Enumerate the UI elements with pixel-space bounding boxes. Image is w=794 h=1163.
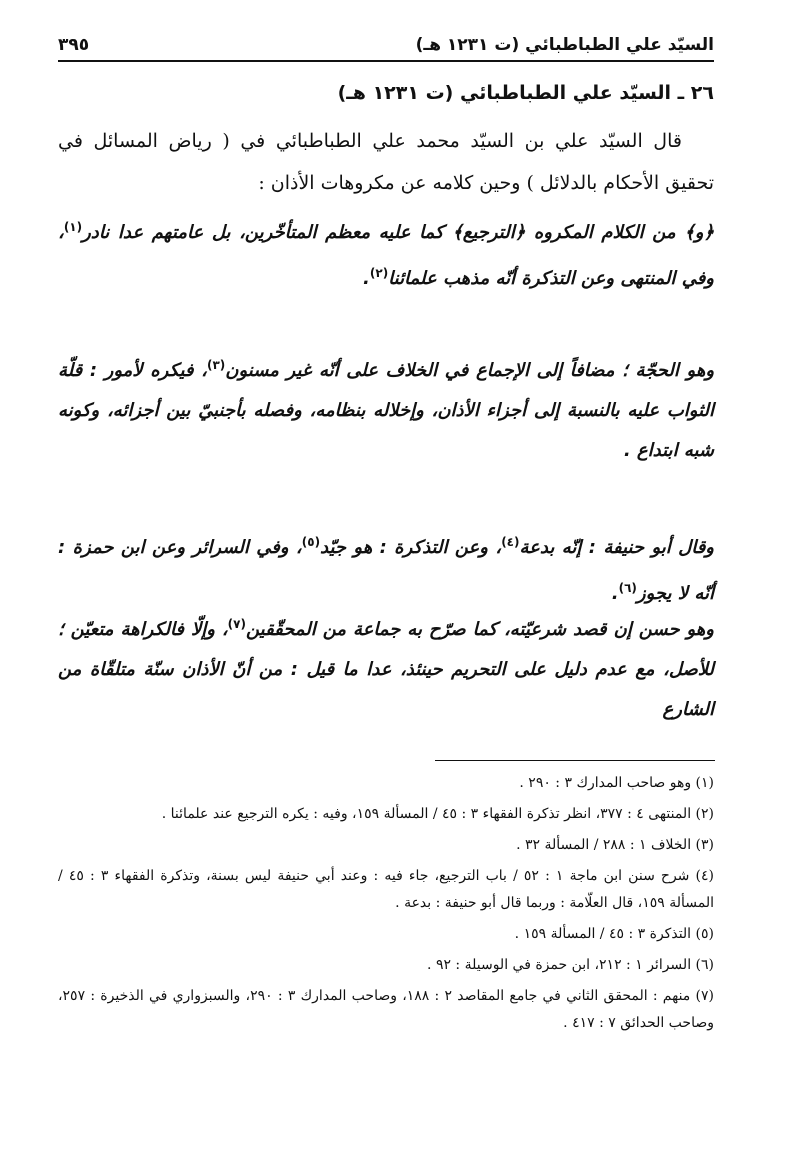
- footnote-5: (٥) التذكرة ٣ : ٤٥ / المسألة ١٥٩ .: [514, 926, 714, 942]
- quote-text: ، وعن التذكرة : هو جيّد: [320, 537, 502, 558]
- running-header-title: السيّد علي الطباطبائي (ت ١٢٣١ هـ): [415, 35, 714, 55]
- quote-text: .: [363, 268, 370, 289]
- quote-text: .: [611, 583, 619, 604]
- footnote-ref-3[interactable]: (٣): [206, 358, 226, 372]
- intro-text: قال السيّد علي بن السيّد محمد علي الطباطبائي في ( رياض المسائل في تحقيق الأحكام بالدلائل ) وحين كلامه عن مكروهات الأذان :: [58, 130, 714, 194]
- footnote-ref-1[interactable]: (١): [63, 220, 83, 234]
- section-heading: ٢٦ ـ السيّد علي الطباطبائي (ت ١٢٣١ هـ): [337, 82, 714, 104]
- footnote-6: (٦) السرائر ١ : ٢١٢، ابن حمزة في الوسيلة : ٩٢ .: [427, 957, 714, 973]
- footnote-3: (٣) الخلاف ١ : ٢٨٨ / المسألة ٣٢ .: [516, 837, 714, 853]
- footnote-ref-7[interactable]: (٧): [227, 617, 246, 631]
- quote-paragraph-4: [58, 604, 714, 730]
- quote-text: ﴿و﴾ من الكلام المكروه ﴿الترجيع﴾ كما عليه معظم المتأخّرين، بل عامتهم عدا نادر: [82, 222, 714, 243]
- running-header: [58, 30, 714, 62]
- footnote-ref-2[interactable]: (٢): [369, 266, 389, 280]
- footnote-1: (١) وهو صاحب المدارك ٣ : ٢٩٠ .: [519, 775, 714, 791]
- quote-paragraph-2: [58, 345, 714, 471]
- footnote-2: (٢) المنتهى ٤ : ٣٧٧، انظر تذكرة الفقهاء ٣ : ٤٥ / المسألة ١٥٩، وفيه : يكره الترجيع عند علمائنا .: [161, 806, 714, 822]
- quote-text: ، وفي السرائر وعن ابن حمزة : أنّه لا يجوز: [58, 537, 714, 604]
- quote-text: وهو حسن إن قصد شرعيّته، كما صرّح به جماعة من المحقّقين: [245, 619, 714, 640]
- page-number: ٣٩٥: [58, 35, 90, 55]
- quote-paragraph-3: [58, 522, 714, 614]
- footnote-7: (٧) منهم : المحقق الثاني في جامع المقاصد ٢ : ١٨٨، وصاحب المدارك ٣ : ٢٩٠، والسبزواري في الذخيرة : ٢٥٧، وصاحب الحدائق ٧ : ٤١٧ .: [58, 988, 715, 1031]
- quote-text: وقال أبو حنيفة : إنّه بدعة: [519, 537, 714, 558]
- footnote-divider: [435, 760, 715, 761]
- footnotes: [58, 770, 714, 1041]
- intro-paragraph: [58, 120, 714, 204]
- quote-text: وهو الحجّة ؛ مضافاً إلى الإجماع في الخلاف على أنّه غير مسنون: [225, 360, 715, 381]
- footnote-ref-5[interactable]: (٥): [301, 535, 321, 549]
- footnote-ref-6[interactable]: (٦): [618, 581, 637, 595]
- footnote-4: (٤) شرح سنن ابن ماجة ١ : ٥٢ / باب الترجيع، جاء فيه : وعند أبي حنيفة ليس بسنة، وتذكرة الفقهاء ٣ : ٤٥ / المسألة ١٥٩، قال العلّامة : وربما قال أبو حنيفة : بدعة .: [58, 868, 714, 911]
- quote-text: ، وفي المنتهى وعن التذكرة أنّه مذهب علمائنا: [58, 222, 714, 289]
- quote-paragraph-1: [58, 207, 714, 299]
- footnote-ref-4[interactable]: (٤): [501, 535, 520, 549]
- quote-text: ، فيكره لأمور : قلّة الثواب عليه بالنسبة إلى أجزاء الأذان، وإخلاله بنظامه، وفصله بأجنبيّ بين أجزائه، وكونه شبه ابتداع .: [58, 360, 714, 461]
- quote-text: ، وإلّا فالكراهة متعيّن ؛ للأصل، مع عدم دليل على التحريم حينئذ، عدا ما قيل : من أنّ الأذان سنّة متلقّاة من الشارع: [58, 619, 714, 720]
